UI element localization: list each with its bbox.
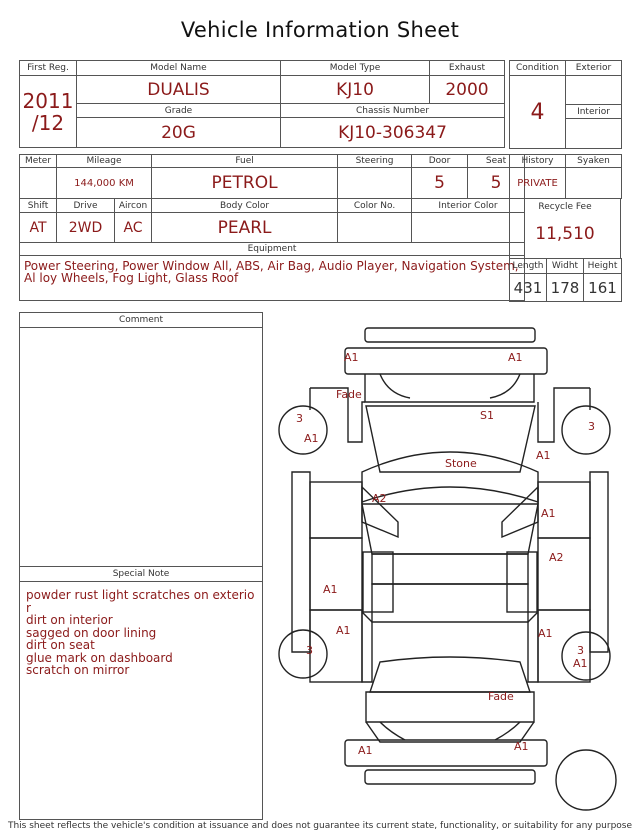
body-color-value: PEARL [152,213,338,243]
left-sill [292,472,310,652]
length-value: 431 [510,274,547,302]
front-right-fender [538,388,590,442]
mark-rear-door-right: A1 [538,627,553,640]
special-note-body [20,582,262,684]
model-type-value: KJ10 [281,76,430,104]
mark-rear-door-right-top: A2 [549,551,564,564]
model-name-value: DUALIS [77,76,281,104]
rear-quarter-left [362,612,372,682]
comment-label: Comment [20,313,262,328]
registration-table [19,60,505,148]
front-fender-left [310,482,362,538]
exhaust-value: 2000 [430,76,505,104]
interior-color-value [412,213,525,243]
front-grille [365,374,534,402]
syaken-label: Syaken [566,155,622,168]
mark-front-door-left: A1 [323,583,338,596]
height-label: Height [584,259,622,274]
model-name-label: Model Name [77,61,281,76]
exterior-label: Exterior [566,61,622,76]
height-value: 161 [584,274,622,302]
history-value: PRIVATE [510,168,566,199]
trunk-lid [370,657,530,692]
mark-front-right: A1 [508,351,523,364]
spare-wheel [556,750,616,810]
disclaimer-footer: This sheet reflects the vehicle's condition at issuance and does not guarantee its current state, functionality, or suitability for any purpose [7,821,633,831]
special-note-line: r [26,600,31,615]
drive-value: 2WD [57,213,115,243]
rear-window [372,584,528,622]
aircon-label: Aircon [115,199,152,213]
aircon-value: AC [115,213,152,243]
mark-rear-bumper-right: A1 [514,740,529,753]
left-window [363,552,393,612]
roof-rear [372,554,528,584]
first-reg-value [20,76,77,148]
rear-quarter-right [528,612,538,682]
special-note-label: Special Note [20,566,262,582]
mark-front-left: A1 [344,351,359,364]
mileage-label: Mileage [57,155,152,168]
grade-label: Grade [77,104,281,118]
mark-fade-rear: Fade [488,690,514,703]
fuel-label: Fuel [152,155,338,168]
mark-front-door-right: A1 [541,507,556,520]
wheel-rear-right [562,632,610,680]
history-table [509,154,622,199]
shift-value: AT [20,213,57,243]
front-door-right [538,538,590,610]
equipment-label: Equipment [20,243,525,256]
mark-front-fender-right: A1 [536,449,551,462]
chassis-value: KJ10-306347 [281,118,505,148]
rear-bumper-bottom [365,770,535,784]
comment-panel [19,312,263,820]
condition-table [509,60,622,149]
specs-table [19,154,525,301]
rear-door-left [310,610,362,682]
equipment-value: Power Steering, Power Window All, ABS, Air Bag, Audio Player, Navigation System, Al loy Wheels, Fog Light, Glass Roof [20,256,525,301]
seat-label: Seat [468,155,525,168]
mark-rear-door-left: A1 [336,624,351,637]
special-note-line: scratch on mirror [26,663,130,677]
color-no-label: Color No. [338,199,412,213]
dimensions-table [509,258,622,302]
right-window [507,552,537,612]
condition-label: Condition [510,61,566,76]
first-reg-month: /12 [31,110,65,135]
length-label: Length [510,259,547,274]
history-label: History [510,155,566,168]
front-door-left [310,538,362,610]
special-note-line: glue mark on dashboard [26,650,173,665]
interior-label: Interior [566,105,622,119]
drive-label: Drive [57,199,115,213]
fuel-value: PETROL [152,168,338,199]
mark-wheel-rl: 3 [306,644,313,657]
width-label: Widht [547,259,584,274]
mark-wheel-fr: 3 [588,420,595,433]
seat-value: 5 [468,168,525,199]
condition-value: 4 [510,76,566,149]
exhaust-label: Exhaust [430,61,505,76]
shift-label: Shift [20,199,57,213]
mark-wheel-rr-bottom: A1 [573,657,588,670]
interior-value [566,119,622,149]
grade-value: 20G [77,118,281,148]
wheel-rear-left [279,630,327,678]
mark-wheel-fl-top: 3 [296,412,303,425]
exterior-value [566,76,622,105]
mark-hood: Stone [445,457,477,470]
mileage-value: 144,000 KM [57,168,152,199]
recycle-fee-label: Recycle Fee [538,202,592,212]
mark-wheel-rr-top: 3 [577,644,584,657]
meter-label: Meter [20,155,57,168]
body-color-label: Body Color [152,199,338,213]
comment-body [20,328,262,566]
recycle-fee-value: 11,510 [535,224,595,244]
mark-fade-front: Fade [336,388,362,401]
mark-rear-bumper-left: A1 [358,744,373,757]
door-label: Door [412,155,468,168]
door-value: 5 [412,168,468,199]
car-damage-diagram [270,322,630,818]
model-type-label: Model Type [281,61,430,76]
steering-value [338,168,412,199]
headlight-left [380,374,410,398]
width-value: 178 [547,274,584,302]
special-note-line: sagged on door lining [26,625,157,640]
front-bumper-top [365,328,535,342]
headlight-right [490,374,520,398]
wheel-front-left [279,406,327,454]
wheel-front-right [562,406,610,454]
special-note-line: dirt on seat [26,638,95,652]
mark-a-pillar-left: A2 [372,492,387,505]
sheet-title: Vehicle Information Sheet [180,18,460,42]
special-note-line: powder rust light scratches on exterio [26,588,255,602]
meter-value [20,168,57,199]
right-sill [590,472,608,652]
first-reg-year: 2011 [22,88,74,113]
chassis-label: Chassis Number [281,104,505,118]
first-reg-label: First Reg. [20,61,77,76]
interior-color-label: Interior Color [412,199,525,213]
syaken-value [566,168,622,199]
mark-windshield: S1 [480,409,494,422]
color-no-value [338,213,412,243]
roof [362,504,538,554]
mark-wheel-fl-bottom: A1 [304,432,319,445]
special-note-line: dirt on interior [26,613,113,627]
recycle-fee-box [509,198,621,259]
steering-label: Steering [338,155,412,168]
